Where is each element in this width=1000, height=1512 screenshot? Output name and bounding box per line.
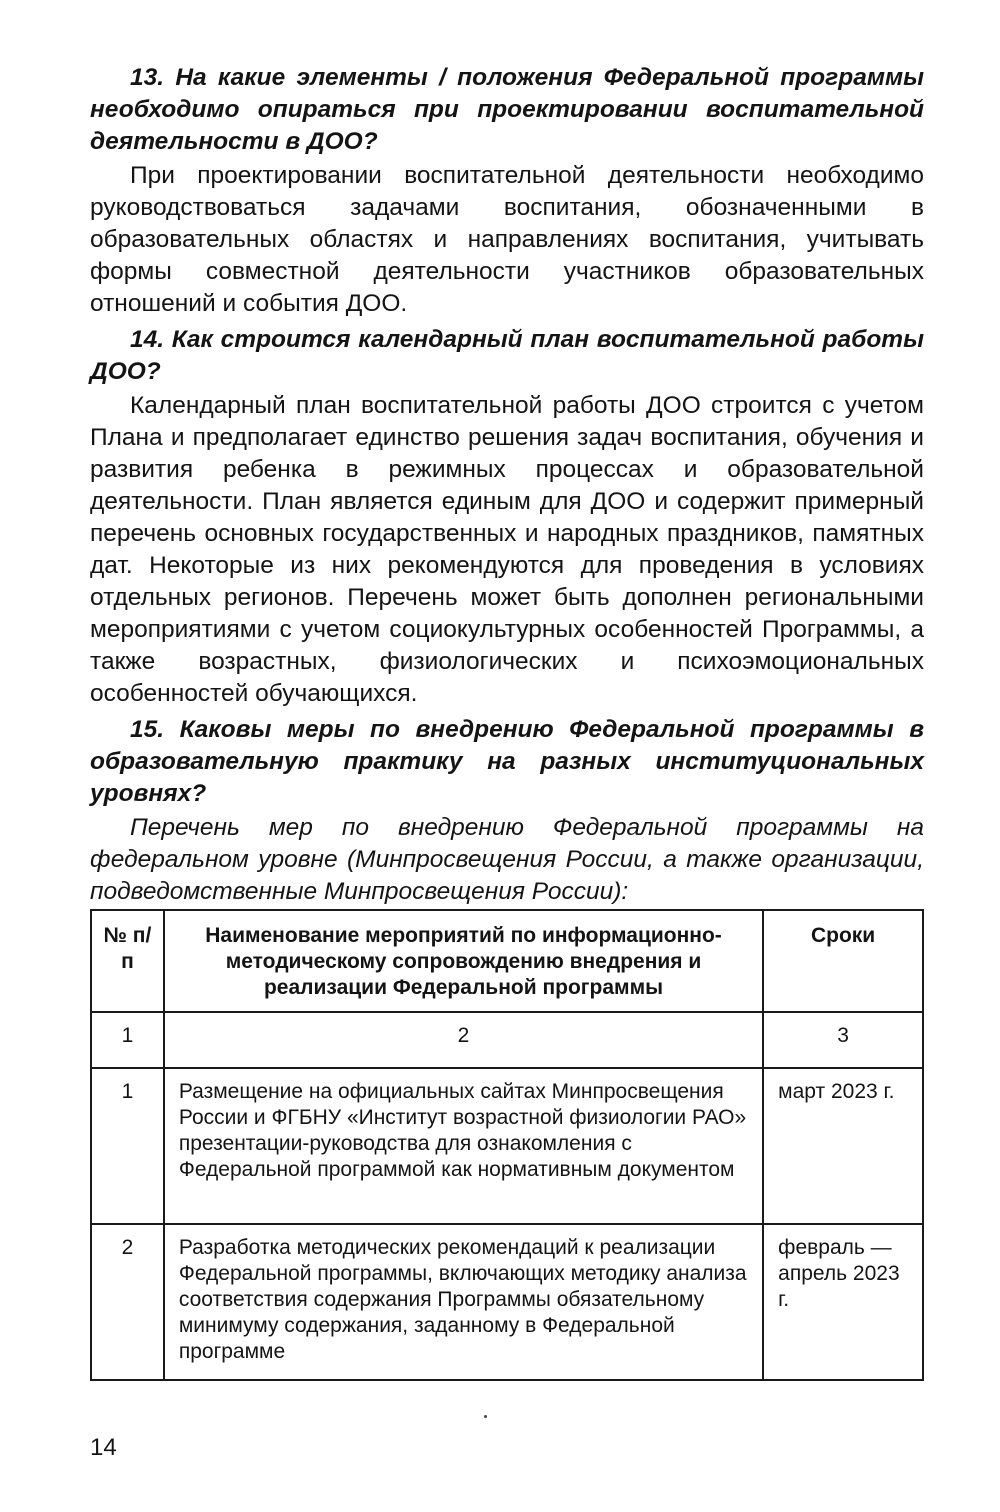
answer-15-intro: Перечень мер по внедрению Федеральной программы на федеральном уровне (Минпросвещения России, а также организации, подведомственные Минпросвещения России): xyxy=(90,814,924,905)
page-number: 14 xyxy=(90,1434,117,1461)
header-name: Наименование мероприятий по информационно-методическому сопровождению внедрения и реализации Федеральной программы xyxy=(164,910,763,1012)
table-row xyxy=(91,1224,923,1380)
header-number: № п/п xyxy=(91,910,164,1012)
row-number: 2 xyxy=(91,1224,164,1380)
row-name: Разработка методических рекомендаций к реализации Федеральной программы, включающих методику анализа соответствия содержания Программы обязательному минимуму содержания, заданному в Федеральной программе xyxy=(164,1224,763,1380)
print-speck xyxy=(484,1415,487,1418)
column-number-3: 3 xyxy=(763,1012,923,1068)
column-number-2: 2 xyxy=(164,1012,763,1068)
answer-14: Календарный план воспитательной работы ДОО строится с учетом Плана и предполагает единство решения задач воспитания, обучения и развития ребенка в режимных процессах и образовательной деятельности. План является единым для ДОО и содержит примерный перечень основных государственных и народных праздников, памятных дат. Некоторые из них рекомендуются для проведения в условиях отдельных регионов. Перечень может быть дополнен региональными мероприятиями с учетом социокультурных особенностей Программы, а также возрастных, физиологических и психоэмоциональных особенностей обучающихся. xyxy=(90,392,924,707)
table-header-row xyxy=(91,910,923,1012)
row-name: Размещение на официальных сайтах Минпросвещения России и ФГБНУ «Институт возрастной физиологии РАО» презентации-руководства для ознакомления с Федеральной программой как нормативным документом xyxy=(164,1068,763,1224)
row-term: март 2023 г. xyxy=(763,1068,923,1224)
column-number-row xyxy=(91,1012,923,1068)
question-13: 13. На какие элементы / положения Федеральной программы необходимо опираться при проектировании воспитательной деятельности в ДОО? xyxy=(90,64,924,155)
answer-13: При проектировании воспитательной деятельности необходимо руководствоваться задачами воспитания, обозначенными в образовательных областях и направлениях воспитания, учитывать формы совместной деятельности участников образовательных отношений и события ДОО. xyxy=(90,162,924,317)
page-body xyxy=(90,62,924,908)
measures-table xyxy=(90,909,924,1381)
column-number-1: 1 xyxy=(91,1012,164,1068)
row-number: 1 xyxy=(91,1068,164,1224)
question-14: 14. Как строится календарный план воспитательной работы ДОО? xyxy=(90,326,924,385)
table-row xyxy=(91,1068,923,1224)
header-term: Сроки xyxy=(763,910,923,1012)
row-term: февраль — апрель 2023 г. xyxy=(763,1224,923,1380)
question-15: 15. Каковы меры по внедрению Федеральной программы в образовательную практику на разных институциональных уровнях? xyxy=(90,716,924,807)
